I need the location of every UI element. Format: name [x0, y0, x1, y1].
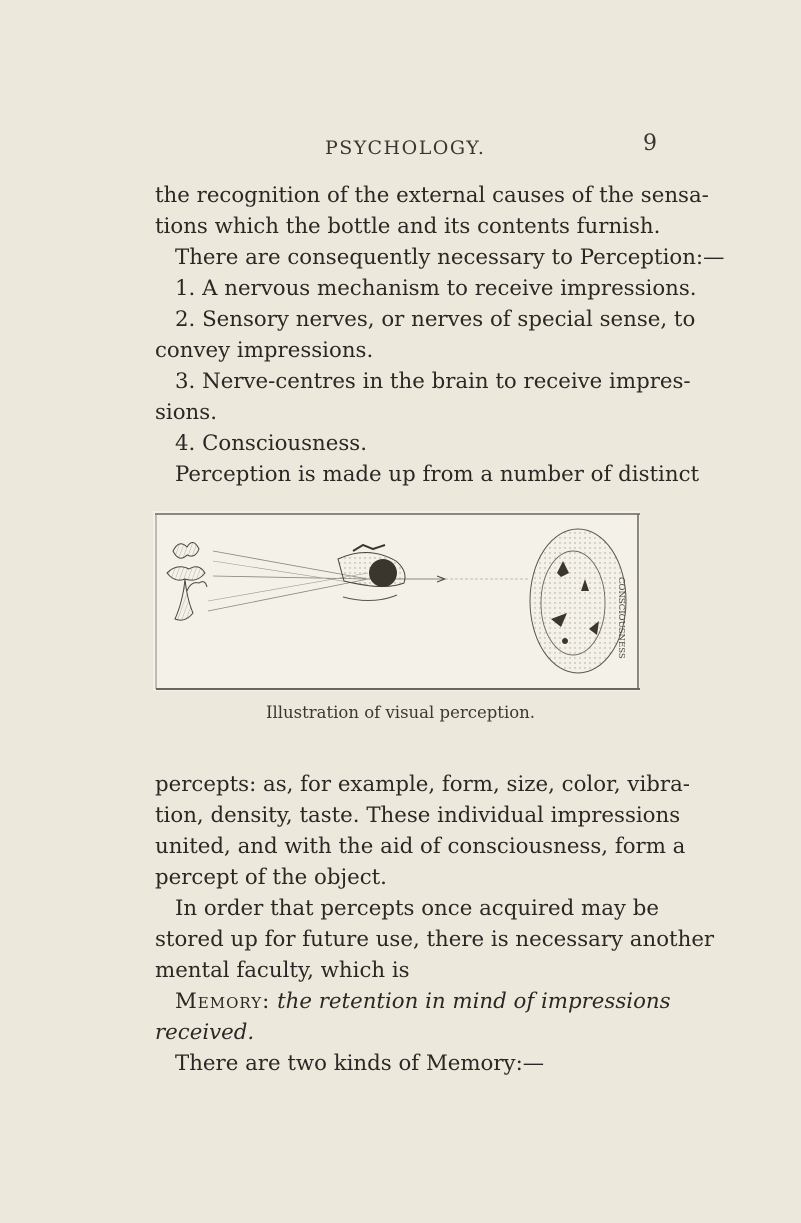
figure-illustration [153, 511, 640, 691]
page-number: 9 [643, 131, 657, 156]
memory-definition [155, 986, 671, 1017]
text-line: tions which the bottle and its contents furnish. [155, 214, 661, 239]
text-line: tion, density, taste. These individual impressions [155, 803, 681, 828]
text-line: convey impressions. [155, 338, 374, 363]
body-text-lower [155, 769, 715, 1079]
text-line: mental faculty, which is [155, 958, 410, 983]
text-line: percept of the object. [155, 865, 387, 890]
text-line: percepts: as, for example, form, size, color, vibra- [155, 772, 690, 797]
text-line: the recognition of the external causes of the sensa- [155, 183, 709, 208]
memory-definition-text-cont: received. [155, 1020, 255, 1045]
memory-definition-text: the retention in mind of impressions [277, 989, 671, 1014]
text-line: united, and with the aid of consciousness, form a [155, 834, 686, 859]
list-item: 3. Nerve-centres in the brain to receive impres- [175, 369, 691, 394]
figure-visual-perception [153, 511, 640, 691]
text-line: stored up for future use, there is necessary another [155, 927, 715, 952]
brain-drawing [530, 529, 626, 673]
consciousness-label: CONSCIOUSNESS [616, 577, 626, 659]
list-item: 2. Sensory nerves, or nerves of special sense, to [175, 307, 696, 332]
text-line [155, 1017, 645, 1048]
text-line: In order that percepts once acquired may be [175, 896, 659, 921]
memory-term: Memory: [175, 989, 271, 1014]
body-text-upper [155, 180, 725, 490]
figure-caption: Illustration of visual perception. [265, 703, 536, 722]
list-item: 4. Consciousness. [175, 431, 368, 456]
running-title: PSYCHOLOGY. [325, 137, 486, 159]
text-line: There are two kinds of Memory:— [175, 1051, 545, 1076]
text-line: Perception is made up from a number of distinct [175, 462, 700, 487]
text-line: There are consequently necessary to Perception:— [175, 245, 725, 270]
text-line: sions. [155, 400, 217, 425]
list-item: 1. A nervous mechanism to receive impressions. [175, 276, 697, 301]
